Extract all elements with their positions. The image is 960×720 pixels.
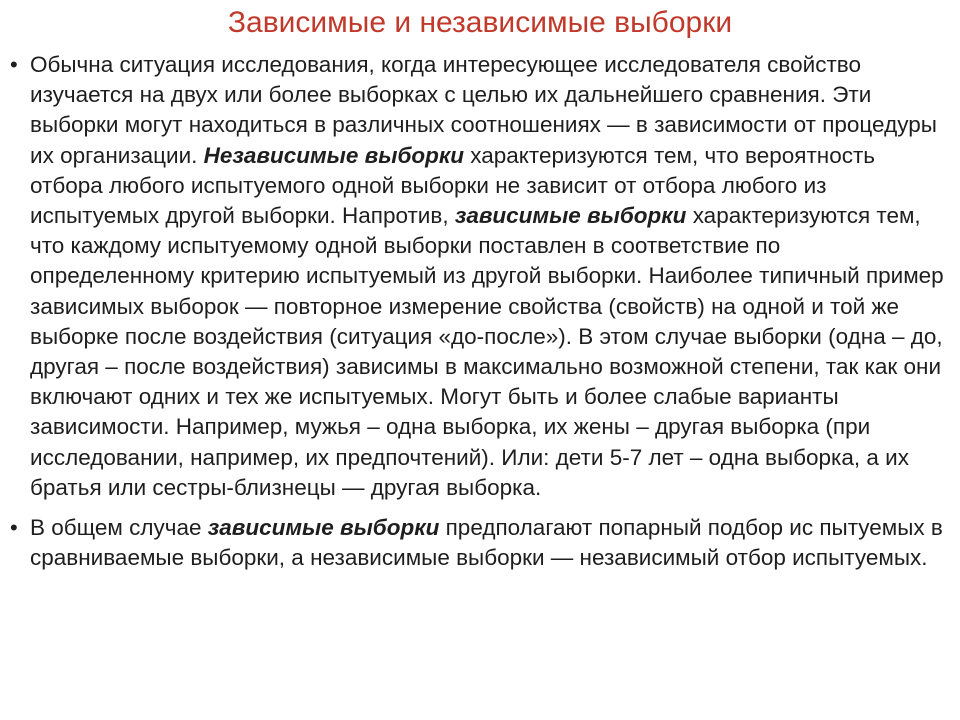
emphasized-term: Независимые выборки [203, 142, 465, 168]
text-segment: предполагают попарный подбор ис пытуемых в сравниваемые выборки, а независимые выборки — независимый отбор испытуемых. [30, 515, 943, 571]
slide-title: Зависимые и независимые выборки [227, 6, 733, 39]
bullet-item [8, 513, 948, 573]
bullet-dot-icon: • [10, 515, 18, 541]
text-segment: В общем случае [30, 515, 208, 541]
bullet-item [8, 50, 948, 503]
text-segment: характеризуются тем, что каждому испытуемому одной выборки поставлен в соответствие по определенному критерию испытуемый из другой выборки. Наиболее типичный пример зависимых выборок — повторное измерение свойства (свойств) на одной и той же выборке после воздействия (ситуация «до-после»). В этом случае выборки (одна – до, другая – после воздействия) зависимы в максимально возможной степени, так как они включают одних и тех же испытуемых. Могут быть и более слабые варианты зависимости. Например, мужья – одна выборка, их жены – другая выборка (при исследовании, например, их предпочтений). Или: дети 5-7 лет – одна выборка, а их братья или сестры-близнецы — другая выборка. [30, 203, 944, 500]
text-segment: характеризуются тем, что вероятность отбора любого испытуемого одной выборки не зависит от отбора любого из испытуемых другой выборки. Напротив, [30, 142, 876, 229]
bullet-list [8, 50, 948, 583]
bullet-dot-icon: • [10, 52, 18, 77]
emphasized-term: зависимые выборки [207, 515, 440, 541]
text-segment: Обычна ситуация исследования, когда интересующее исследователя свойство изучается на двух или более выборках с целью их дальнейшего сравнения. Эти выборки могут находиться в различных соотношениях — в зависимости от процедуры их организации. [30, 52, 937, 168]
emphasized-term: зависимые выборки [454, 203, 687, 229]
